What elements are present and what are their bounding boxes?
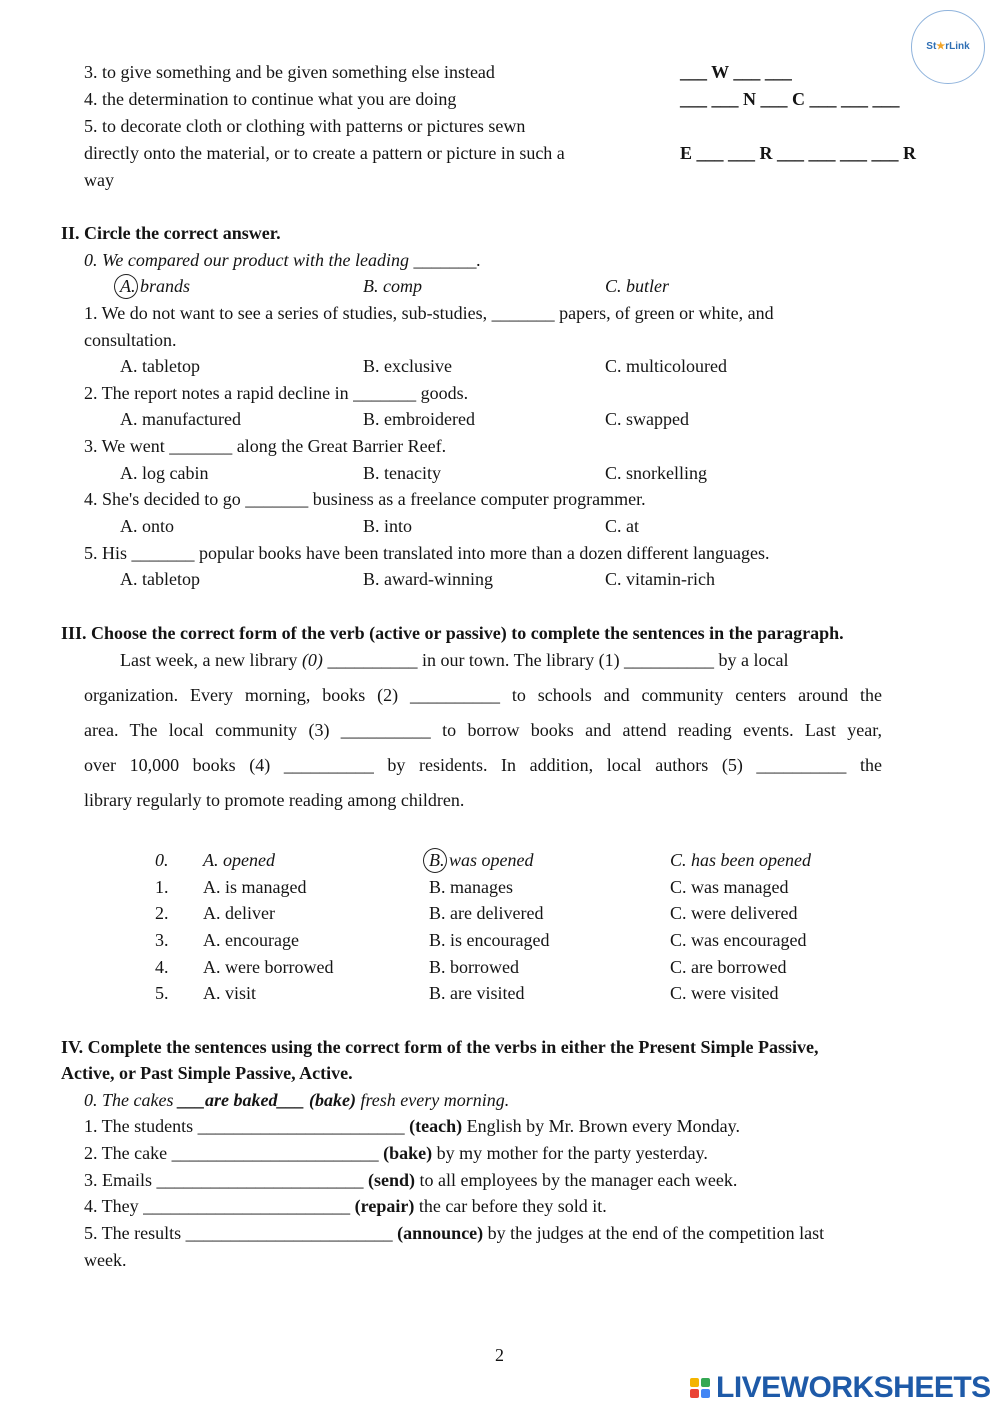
q3-1-num: 1. [155,877,169,897]
q4-example: 0. The cakes ___are baked___ (bake) fresh every morning. [84,1090,510,1110]
q4-item-2[interactable]: 2. The cake _______________________ (bake) by my mother for the party yesterday. [84,1143,708,1163]
q3-3-option-c[interactable]: C. was encouraged [670,930,807,950]
vocab-item-3: 3. to give something and be given something else instead [84,62,495,82]
star-icon: ★ [936,40,946,52]
vocab-item-5-line3: way [84,170,114,190]
liveworksheets-logo [690,1372,991,1404]
q2-3-option-b[interactable]: B. tenacity [363,463,441,483]
q2-example-stem: 0. We compared our product with the leading _______. [84,250,481,270]
q3-2-option-c[interactable]: C. were delivered [670,903,798,923]
circled-answer: B [429,847,440,874]
page-number: 2 [495,1345,504,1365]
q2-1-option-b[interactable]: B. exclusive [363,356,452,376]
q3-2-num: 2. [155,903,169,923]
circled-answer: A [120,273,131,300]
q2-1-stem: 1. We do not want to see a series of studies, sub-studies, _______ papers, of green or white, and [84,303,774,323]
vocab-pattern-4: ___ ___ N ___ C ___ ___ ___ [680,89,900,109]
section-4-title: IV. Complete the sentences using the correct form of the verbs in either the Present Simple Passive, [61,1037,819,1057]
q4-item-3[interactable]: 3. Emails _______________________ (send) to all employees by the manager each week. [84,1170,738,1190]
q3-0-option-b: B. was opened [429,847,534,874]
q2-3-stem: 3. We went _______ along the Great Barrier Reef. [84,436,447,456]
q2-2-option-a[interactable]: A. manufactured [120,409,241,429]
q3-2-option-b[interactable]: B. are delivered [429,903,544,923]
q2-5-option-b[interactable]: B. award-winning [363,569,493,589]
q3-4-option-b[interactable]: B. borrowed [429,957,519,977]
q2-2-option-c[interactable]: C. swapped [605,409,689,429]
q3-4-option-c[interactable]: C. are borrowed [670,957,787,977]
q2-2-stem: 2. The report notes a rapid decline in _______ goods. [84,383,469,403]
vocab-item-4: 4. the determination to continue what you are doing [84,89,457,109]
q3-1-option-c[interactable]: C. was managed [670,877,789,897]
liveworksheets-grid-icon [690,1378,710,1398]
section-2-title: II. Circle the correct answer. [61,223,281,243]
q3-2-option-a[interactable]: A. deliver [203,903,275,923]
vocab-pattern-5: E ___ ___ R ___ ___ ___ ___ R [680,143,917,163]
q3-5-num: 5. [155,983,169,1003]
paragraph-line-3: area. The local community (3) __________ to borrow books and attend reading events. Last year, [84,720,882,740]
section-4-title-cont: Active, or Past Simple Passive, Active. [61,1063,353,1083]
q3-0-num: 0. [155,850,169,870]
vocab-item-5-line2: directly onto the material, or to create a pattern or picture in such a [84,143,565,163]
q2-example-option-a: A. brands [120,273,190,300]
q3-1-option-a[interactable]: A. is managed [203,877,307,897]
section-3-title: III. Choose the correct form of the verb (active or passive) to complete the sentences in the paragraph. [61,623,844,643]
q4-item-4[interactable]: 4. They _______________________ (repair) the car before they sold it. [84,1196,607,1216]
q3-0-option-c: C. has been opened [670,850,811,870]
starlink-logo: St ★ rLink [911,10,985,84]
q3-3-num: 3. [155,930,169,950]
paragraph-line-2: organization. Every morning, books (2) __________ to schools and community centers around the [84,685,882,705]
q3-3-option-b[interactable]: B. is encouraged [429,930,550,950]
q2-3-option-c[interactable]: C. snorkelling [605,463,707,483]
paragraph-line-4: over 10,000 books (4) __________ by residents. In addition, local authors (5) __________ the [84,755,882,775]
q4-item-5[interactable]: 5. The results _______________________ (announce) by the judges at the end of the competition last [84,1223,825,1243]
q3-4-num: 4. [155,957,169,977]
vocab-item-5-line1: 5. to decorate cloth or clothing with patterns or pictures sewn [84,116,526,136]
q2-example-option-b: B. comp [363,276,422,296]
q3-0-option-a: A. opened [203,850,275,870]
q2-4-stem: 4. She's decided to go _______ business as a freelance computer programmer. [84,489,646,509]
paragraph-line-5: library regularly to promote reading among children. [84,790,465,810]
q2-1-option-c[interactable]: C. multicoloured [605,356,727,376]
q3-5-option-c[interactable]: C. were visited [670,983,779,1003]
q4-item-1[interactable]: 1. The students _______________________ (teach) English by Mr. Brown every Monday. [84,1116,740,1136]
q2-4-option-c[interactable]: C. at [605,516,639,536]
q2-3-option-a[interactable]: A. log cabin [120,463,209,483]
q2-example-option-c: C. butler [605,276,670,296]
q2-2-option-b[interactable]: B. embroidered [363,409,475,429]
q2-4-option-a[interactable]: A. onto [120,516,174,536]
vocab-pattern-3: ___ W ___ ___ [680,62,792,82]
q3-5-option-a[interactable]: A. visit [203,983,257,1003]
q3-1-option-b[interactable]: B. manages [429,877,513,897]
brand-text: LIVEWORKSHEETS [716,1370,991,1404]
q2-5-option-c[interactable]: C. vitamin-rich [605,569,715,589]
q2-1-option-a[interactable]: A. tabletop [120,356,200,376]
q2-5-option-a[interactable]: A. tabletop [120,569,200,589]
paragraph-line-1: Last week, a new library (0) __________ in our town. The library (1) __________ by a local [120,650,789,670]
q3-4-option-a[interactable]: A. were borrowed [203,957,334,977]
q2-5-stem: 5. His _______ popular books have been translated into more than a dozen different languages. [84,543,770,563]
q4-item-5-cont: week. [84,1250,127,1270]
q2-1-stem-cont: consultation. [84,330,177,350]
q3-3-option-a[interactable]: A. encourage [203,930,299,950]
q2-4-option-b[interactable]: B. into [363,516,413,536]
q3-5-option-b[interactable]: B. are visited [429,983,525,1003]
